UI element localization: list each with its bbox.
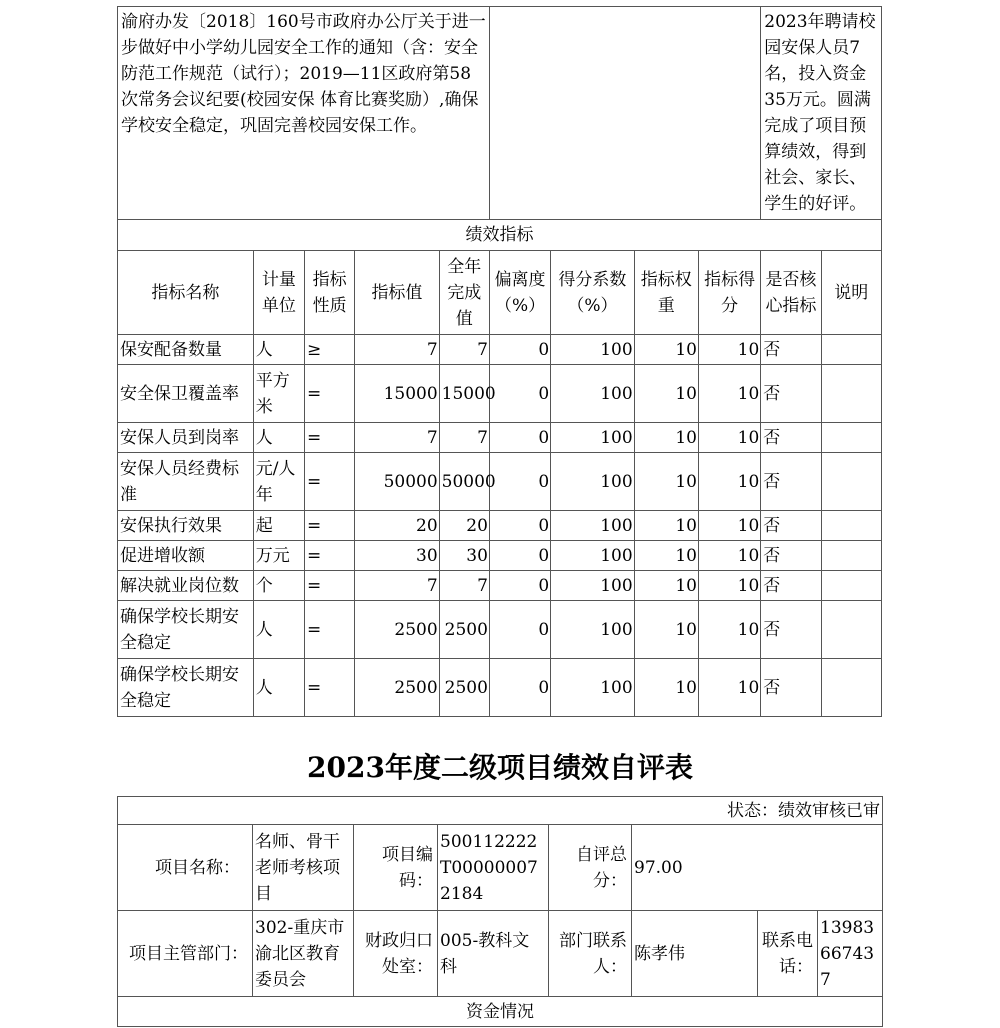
table-cell: 100 <box>551 601 634 659</box>
contact-label: 部门联系人： <box>549 911 632 997</box>
funds-section-title: 资金情况 <box>118 997 883 1027</box>
table-cell: = <box>304 453 354 511</box>
table-cell: = <box>304 571 354 601</box>
table-cell: 10 <box>698 453 760 511</box>
table-cell: = <box>304 511 354 541</box>
table-row <box>118 453 882 511</box>
table-cell: 7 <box>439 571 489 601</box>
table-cell: 否 <box>761 601 821 659</box>
table-cell: 100 <box>551 541 634 571</box>
table-cell: 10 <box>634 659 698 717</box>
table-cell: 0 <box>489 601 550 659</box>
table-cell: 否 <box>761 365 821 423</box>
table-cell: 10 <box>634 541 698 571</box>
dept-value: 302-重庆市渝北区教育委员会 <box>253 911 354 997</box>
table-cell: 100 <box>551 511 634 541</box>
table-cell: 0 <box>489 541 550 571</box>
policy-basis-cell: 渝府办发〔2018〕160号市政府办公厅关于进一步做好中小学幼儿园安全工作的通知（含：安全防范工作规范（试行）；2019—11区政府第58次常务会议纪要(校园安保 体育比赛奖励）,确保学校安全稳定，巩固完善校园安保工作。 <box>118 7 490 220</box>
table-cell: 安保人员经费标准 <box>118 453 254 511</box>
table-cell: 10 <box>698 335 760 365</box>
table-cell: 2500 <box>355 659 439 717</box>
table-row <box>118 659 882 717</box>
table-cell: 0 <box>489 659 550 717</box>
table-cell: 0 <box>489 511 550 541</box>
table-cell: 平方米 <box>253 365 304 423</box>
table-cell: 人 <box>253 659 304 717</box>
status-text: 状态：绩效审核已审 <box>118 797 883 825</box>
table-cell: 2500 <box>439 601 489 659</box>
table-cell: = <box>304 659 354 717</box>
table-cell: 安保人员到岗率 <box>118 423 254 453</box>
table-cell: 否 <box>761 541 821 571</box>
self-score-label: 自评总分： <box>549 825 632 911</box>
table-cell: 否 <box>761 453 821 511</box>
dept-label: 项目主管部门： <box>118 911 253 997</box>
header-cell: 指标值 <box>355 251 439 335</box>
table-cell: 10 <box>698 541 760 571</box>
table-cell: = <box>304 601 354 659</box>
table-cell <box>821 335 881 365</box>
table-cell: 安保执行效果 <box>118 511 254 541</box>
table-cell: 30 <box>439 541 489 571</box>
table-cell: 10 <box>698 511 760 541</box>
table-cell: 15000 <box>355 365 439 423</box>
table-cell: 否 <box>761 335 821 365</box>
table-cell: 起 <box>253 511 304 541</box>
table-cell: 10 <box>634 571 698 601</box>
table-cell: 否 <box>761 659 821 717</box>
table-cell: 30 <box>355 541 439 571</box>
header-cell: 是否核心指标 <box>761 251 821 335</box>
project-name-label: 项目名称： <box>118 825 253 911</box>
self-score-value: 97.00 <box>632 825 883 911</box>
project-info-table <box>117 796 883 1027</box>
table-cell: 2500 <box>439 659 489 717</box>
table-row <box>118 601 882 659</box>
table-cell: 10 <box>634 365 698 423</box>
phone-label: 联系电话： <box>758 911 818 997</box>
table-cell: 10 <box>634 453 698 511</box>
table-cell: 50000 <box>439 453 489 511</box>
table-cell: 7 <box>355 335 439 365</box>
table-cell: 10 <box>698 365 760 423</box>
table-cell: 10 <box>698 423 760 453</box>
table-cell: 元/人年 <box>253 453 304 511</box>
table-cell: 人 <box>253 601 304 659</box>
table-row <box>118 335 882 365</box>
table-cell: 人 <box>253 335 304 365</box>
indicators-section-title: 绩效指标 <box>118 220 882 251</box>
table-cell <box>821 423 881 453</box>
table-cell: 解决就业岗位数 <box>118 571 254 601</box>
project-code-value: 500112222T000000072184 <box>438 825 549 911</box>
table-cell: 0 <box>489 365 550 423</box>
table-cell: 10 <box>698 659 760 717</box>
table-cell: 10 <box>698 601 760 659</box>
outcome-cell: 2023年聘请校园安保人员7名，投入资金35万元。圆满完成了项目预算绩效，得到社会、家长、学生的好评。 <box>761 7 882 220</box>
table-cell: 100 <box>551 423 634 453</box>
header-cell: 指标得分 <box>698 251 760 335</box>
table-cell: 100 <box>551 335 634 365</box>
table-cell <box>821 511 881 541</box>
table-cell: 100 <box>551 571 634 601</box>
table-cell: 0 <box>489 423 550 453</box>
table-row <box>118 365 882 423</box>
table-cell: 2500 <box>355 601 439 659</box>
table-cell: 100 <box>551 453 634 511</box>
table-cell: 否 <box>761 571 821 601</box>
phone-value: 13983667437 <box>818 911 883 997</box>
table-cell: 50000 <box>355 453 439 511</box>
table-row <box>118 541 882 571</box>
table-cell: 促进增收额 <box>118 541 254 571</box>
table-cell: = <box>304 365 354 423</box>
table-cell: 确保学校长期安全稳定 <box>118 601 254 659</box>
table-cell: 10 <box>634 335 698 365</box>
table-cell: 确保学校长期安全稳定 <box>118 659 254 717</box>
second-form-title: 2023年度二级项目绩效自评表 <box>307 751 693 784</box>
table-cell: 7 <box>439 423 489 453</box>
header-cell: 计量单位 <box>253 251 304 335</box>
table-cell: ≥ <box>304 335 354 365</box>
table-cell <box>821 541 881 571</box>
table-cell <box>821 659 881 717</box>
table-row <box>118 571 882 601</box>
table-cell: 个 <box>253 571 304 601</box>
table-cell <box>821 365 881 423</box>
table-cell: 10 <box>634 601 698 659</box>
table-cell: 人 <box>253 423 304 453</box>
table-cell: 15000 <box>439 365 489 423</box>
table-cell: 100 <box>551 659 634 717</box>
table-cell: 100 <box>551 365 634 423</box>
table-cell: 保安配备数量 <box>118 335 254 365</box>
table-row <box>118 511 882 541</box>
table-cell: 万元 <box>253 541 304 571</box>
table-cell: 否 <box>761 423 821 453</box>
table-cell: 0 <box>489 453 550 511</box>
project-name-value: 名师、骨干老师考核项目 <box>253 825 354 911</box>
table-cell: 10 <box>634 423 698 453</box>
header-cell: 全年完成值 <box>439 251 489 335</box>
contact-value: 陈孝伟 <box>632 911 758 997</box>
header-cell: 偏离度（%） <box>489 251 550 335</box>
header-cell: 得分系数（%） <box>551 251 634 335</box>
table-cell: 10 <box>634 511 698 541</box>
header-cell: 说明 <box>821 251 881 335</box>
table-cell: 安全保卫覆盖率 <box>118 365 254 423</box>
project-code-label: 项目编码： <box>354 825 438 911</box>
table-cell: 否 <box>761 511 821 541</box>
header-cell: 指标名称 <box>118 251 254 335</box>
table-cell: = <box>304 423 354 453</box>
finance-value: 005-教科文科 <box>438 911 549 997</box>
table-cell: 20 <box>439 511 489 541</box>
header-cell: 指标性质 <box>304 251 354 335</box>
table-cell: 0 <box>489 571 550 601</box>
finance-label: 财政归口处室： <box>354 911 438 997</box>
header-cell: 指标权重 <box>634 251 698 335</box>
performance-table <box>117 6 882 717</box>
table-cell: 0 <box>489 335 550 365</box>
blank-cell <box>489 7 760 220</box>
table-cell: 7 <box>355 423 439 453</box>
table-cell <box>821 453 881 511</box>
table-cell: 7 <box>355 571 439 601</box>
table-cell: 10 <box>698 571 760 601</box>
table-cell <box>821 571 881 601</box>
table-cell: = <box>304 541 354 571</box>
table-cell: 20 <box>355 511 439 541</box>
table-cell <box>821 601 881 659</box>
table-row <box>118 423 882 453</box>
table-cell: 7 <box>439 335 489 365</box>
